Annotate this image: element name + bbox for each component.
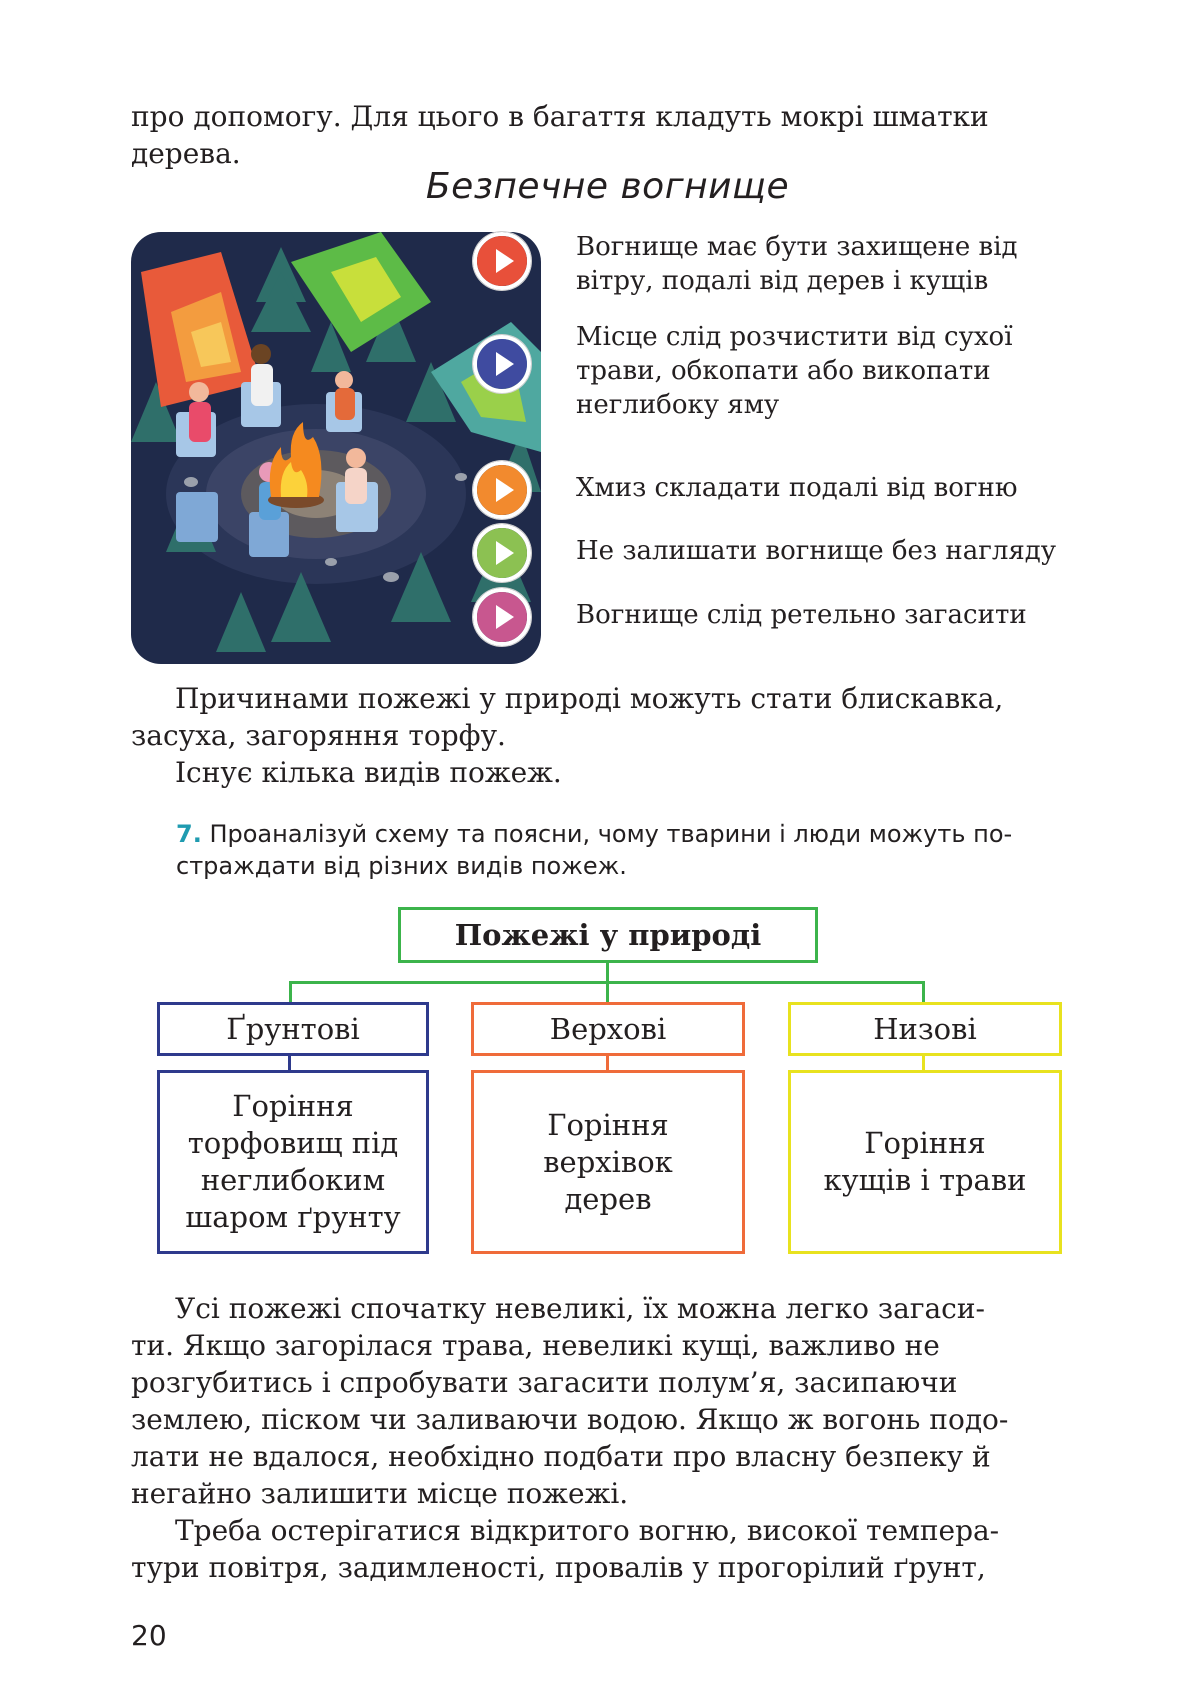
final-paragraph-2 <box>131 1512 1081 1586</box>
text-line: Місце слід розчистити від сухої <box>576 322 1013 352</box>
play-icon <box>477 236 527 286</box>
text-line: Горіння <box>864 1126 986 1160</box>
play-icon <box>477 592 527 642</box>
text-line: Вогнище слід ретельно загасити <box>576 600 1027 630</box>
text-line: верхівок <box>543 1144 673 1179</box>
text-line: землею, піском чи заливаючи водою. Якщо ж вогонь подо- <box>131 1403 1009 1436</box>
kinds-sentence: Існує кілька видів пожеж. <box>175 756 562 789</box>
play-icon <box>477 528 527 578</box>
diagram-root-label: Пожежі у природі <box>454 917 762 952</box>
branch-label-box <box>788 1002 1062 1056</box>
text-line: шаром ґрунту <box>185 1200 401 1234</box>
rule-bullet-5 <box>473 588 531 646</box>
branch-label-box <box>157 1002 429 1056</box>
text-line: розгубитись і спробувати загасити полум’я, засипаючи <box>131 1366 958 1399</box>
causes-paragraph <box>131 680 1081 754</box>
task-number: 7. <box>176 820 202 848</box>
branch-description-box <box>157 1070 429 1254</box>
rule-bullet-3 <box>473 461 531 519</box>
rule-bullet-4 <box>473 524 531 582</box>
text-line: Горіння <box>547 1107 669 1142</box>
connector-line <box>922 1056 925 1070</box>
text-line: дерев <box>564 1181 652 1216</box>
connector-line <box>288 1056 291 1070</box>
connector-line <box>606 1056 609 1070</box>
text-line: Не залишати вогнище без нагляду <box>576 536 1057 566</box>
rule-text-3 <box>576 471 1096 505</box>
text-line: неглибоку яму <box>576 390 780 420</box>
text-line: страждати від різних видів пожеж. <box>176 852 627 880</box>
branch-label-box <box>471 1002 745 1056</box>
branch-description-box <box>471 1070 745 1254</box>
text-line: про допомогу. Для цього в багаття кладуть мокрі шматки <box>131 100 989 133</box>
intro-paragraph <box>131 98 1081 172</box>
text-line: кущів і трави <box>823 1163 1027 1197</box>
text-line: Проаналізуй схему та поясни, чому тварини і люди можуть по- <box>209 820 1013 848</box>
task-7 <box>176 818 1080 882</box>
text-line: Усі пожежі спочатку невеликі, їх можна легко загаси- <box>175 1292 985 1325</box>
branch-label: Низові <box>873 1011 977 1046</box>
rule-text-4 <box>576 534 1096 568</box>
connector-line <box>606 963 609 983</box>
page-number: 20 <box>131 1619 167 1652</box>
text-line: лати не вдалося, необхідно подбати про власну безпеку й <box>131 1440 991 1473</box>
text-line: засуха, загоряння торфу. <box>131 719 506 752</box>
text-line: Горіння <box>232 1089 354 1123</box>
branch-label: Ґрунтові <box>226 1011 360 1046</box>
rule-text-2 <box>576 320 1096 422</box>
text-line: трави, обкопати або викопати <box>576 356 991 386</box>
text-line: дерева. <box>131 137 241 170</box>
text-line: ти. Якщо загорілася трава, невеликі кущі, важливо не <box>131 1329 940 1362</box>
text-line: Треба остерігатися відкритого вогню, високої темпера- <box>175 1514 1000 1547</box>
connector-line <box>289 981 292 1002</box>
text-line: Причинами пожежі у природі можуть стати блискавка, <box>175 682 1004 715</box>
play-icon <box>477 339 527 389</box>
text-line: Вогнище має бути захищене від <box>576 232 1018 262</box>
text-line: Хмиз складати подалі від вогню <box>576 473 1018 503</box>
text-line: тури повітря, задимленості, провалів у прогорілий ґрунт, <box>131 1551 986 1584</box>
rule-text-1 <box>576 230 1096 298</box>
branch-description-box <box>788 1070 1062 1254</box>
branch-label: Верхові <box>549 1011 667 1046</box>
text-line: торфовищ під <box>187 1126 399 1160</box>
connector-line <box>606 981 609 1002</box>
text-line: вітру, подалі від дерев і кущів <box>576 266 989 296</box>
section-heading: Безпечне вогнище <box>425 166 790 207</box>
text-line: неглибоким <box>200 1163 386 1197</box>
connector-line <box>922 981 925 1002</box>
play-icon <box>477 465 527 515</box>
rule-text-5 <box>576 598 1096 632</box>
final-paragraph-1 <box>131 1290 1081 1512</box>
text-line: негайно залишити місце пожежі. <box>131 1477 629 1510</box>
rule-bullet-1 <box>473 232 531 290</box>
rule-bullet-2 <box>473 335 531 393</box>
diagram-root-box <box>398 907 818 963</box>
